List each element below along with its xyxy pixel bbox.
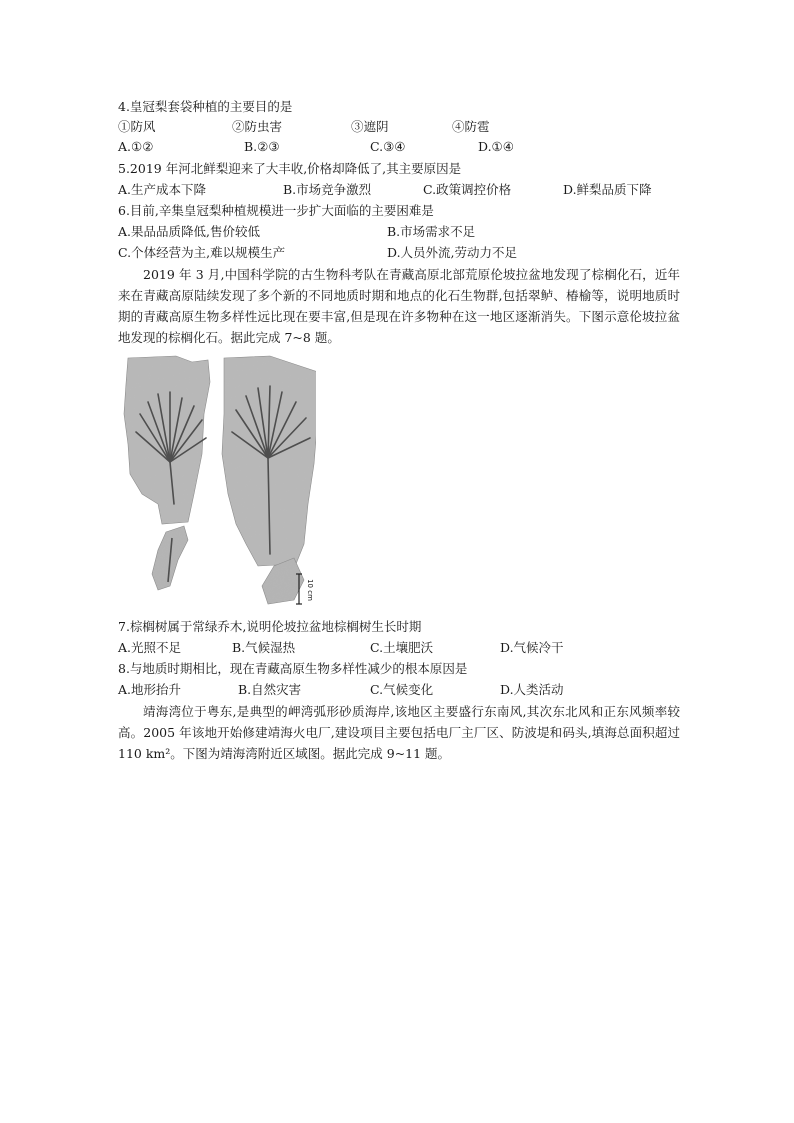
q5-option-b: B.市场竞争激烈 [283,182,372,197]
q7-option-b: B.气候湿热 [232,640,296,655]
q4-option-a: A.①② [118,139,154,154]
q6-option-c: C.个体经营为主,难以规模生产 [118,245,286,260]
scale-bar [296,574,314,604]
q7-stem: 7.棕榈树属于常绿乔木,说明伦坡拉盆地棕榈树生长时期 [118,619,422,634]
q7-option-a: A.光照不足 [118,640,182,655]
q6-option-a: A.果品品质降低,售价较低 [118,224,260,239]
q7-option-c: C.土壤肥沃 [370,640,434,655]
q4-option-c: C.③④ [370,139,406,154]
q8-option-c: C.气候变化 [370,682,434,697]
q4-option-b: B.②③ [244,139,280,154]
q6-stem: 6.目前,辛集皇冠梨种植规模进一步扩大面临的主要困难是 [118,203,434,218]
q7-option-d: D.气候冷干 [500,640,564,655]
q8-option-b: B.自然灾害 [238,682,302,697]
q4-item-3: ③遮阴 [351,119,389,134]
q6-option-d: D.人员外流,劳动力不足 [387,245,518,260]
q8-option-d: D.人类活动 [500,682,564,697]
q8-option-a: A.地形抬升 [118,682,182,697]
scale-label: 10 cm [306,579,314,601]
q5-stem: 5.2019 年河北鲜梨迎来了大丰收,价格却降低了,其主要原因是 [118,161,462,176]
q5-option-c: C.政策调控价格 [423,182,512,197]
q4-item-2: ②防虫害 [232,119,283,134]
palm-fossil-image [118,354,316,610]
q5-option-d: D.鲜梨品质下降 [563,182,652,197]
fossil-slab-left [124,356,210,590]
q6-option-b: B.市场需求不足 [387,224,476,239]
q4-option-d: D.①④ [478,139,514,154]
passage-jinghai-bay: 靖海湾位于粤东,是典型的岬湾弧形砂质海岸,该地区主要盛行东南风,其次东北风和正东风频率较高。2005 年该地开始修建靖海火电厂,建设项目主要包括电厂主厂区、防波堤和码头,填海总面积超过 110 km²。下图为靖海湾附近区域图。据此完成 9~11 题。 [118,704,680,761]
q4-item-4: ④防雹 [452,119,490,134]
fossil-slab-right [222,356,316,604]
q5-option-a: A.生产成本下降 [118,182,207,197]
passage-palm-fossil: 2019 年 3 月,中国科学院的古生物科考队在青藏高原北部荒原伦坡拉盆地发现了棕榈化石，近年来在青藏高原陆续发现了多个新的不同地质时期和地点的化石生物群,包括翠鲈、椿榆等，说明地质时期的青藏高原生物多样性远比现在要丰富,但是现在许多物种在这一地区逐渐消失。下图示意伦坡拉盆地发现的棕榈化石。据此完成 7~8 题。 [118,267,680,345]
q4-stem: 4.皇冠梨套袋种植的主要目的是 [118,99,293,114]
q4-item-1: ①防风 [118,119,156,134]
q8-stem: 8.与地质时期相比，现在青藏高原生物多样性减少的根本原因是 [118,661,468,676]
